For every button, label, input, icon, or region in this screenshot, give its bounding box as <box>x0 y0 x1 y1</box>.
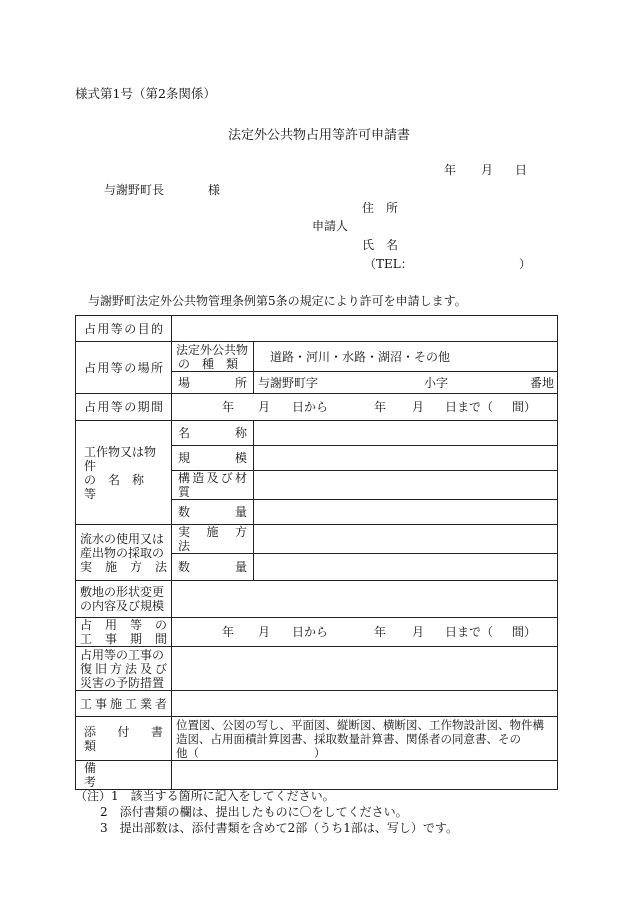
note-2: 2 添付書類の欄は、提出したものに〇をしてください。 <box>100 805 408 819</box>
structure-row-scale: 規 模 <box>178 451 247 465</box>
row-attachments <box>76 717 558 761</box>
kind-label-2: の 種 類 <box>178 356 239 371</box>
location-town: 与謝野町字 <box>258 375 319 390</box>
form-number: 様式第1号（第2条関係） <box>75 86 216 101</box>
structure-quantity-value[interactable] <box>254 500 558 525</box>
flow-label-1: 流水の使用又は <box>80 531 165 546</box>
period-value[interactable] <box>172 394 558 421</box>
date-year: 年 <box>444 163 457 177</box>
remarks-label: 備 考 <box>84 761 157 789</box>
structure-row-name: 名 称 <box>178 426 247 440</box>
applicant-name-label: 氏 名 <box>362 238 399 252</box>
attachments-value[interactable] <box>172 717 558 761</box>
attachments-line-2: 造図、占用面積計算図書、採取数量計算書、関係者の同意書、その <box>176 731 521 746</box>
structure-label-1: 工作物又は物件 <box>84 444 157 473</box>
work-period-year-2: 年 <box>374 625 387 639</box>
contractor-label: 工事施工業者 <box>80 696 167 711</box>
row-contractor <box>76 691 558 717</box>
structure-label-2: の 名 称 等 <box>84 472 157 501</box>
location-label: 場 所 <box>178 375 247 390</box>
flow-quantity-value[interactable] <box>254 554 558 581</box>
attachments-line-1: 位置図、公図の写し、平面図、縦断図、横断図、工作物設計図、物件構 <box>176 717 544 732</box>
purpose-value[interactable] <box>172 316 558 342</box>
work-period-duration: 間） <box>512 625 537 639</box>
document-title: 法定外公共物占用等許可申請書 <box>228 128 411 143</box>
applicant-tel-open: （TEL： <box>364 257 413 271</box>
flow-label-3: 実 施 方 法 <box>80 559 167 574</box>
period-month-2: 月 <box>412 400 425 414</box>
note-1: （注）1 該当する箇所に記入をしてください。 <box>75 789 335 803</box>
structure-scale-value[interactable] <box>254 446 558 471</box>
work-period-value[interactable] <box>172 618 558 647</box>
location-banchi: 番地 <box>530 376 555 390</box>
period-until: 日まで（ <box>445 400 494 414</box>
row-land <box>76 581 558 618</box>
work-period-label-2: 工 事 期 間 <box>80 632 167 646</box>
flow-row-quantity: 数 量 <box>178 560 247 574</box>
row-flow-method <box>76 525 558 554</box>
restore-value[interactable] <box>172 647 558 691</box>
period-duration: 間） <box>512 400 537 414</box>
restore-label-1: 占用等の工事の <box>80 647 165 662</box>
applicant-label: 申請人 <box>312 219 349 233</box>
work-period-from: 日から <box>292 625 329 639</box>
work-period-year: 年 <box>222 625 235 639</box>
remarks-value[interactable] <box>172 761 558 790</box>
flow-row-method: 実 施 方 法 <box>178 525 260 553</box>
period-from: 日から <box>292 400 329 414</box>
land-label-2: の内容及び規模 <box>80 599 165 613</box>
restore-label-2: 復旧方法及び <box>80 661 167 676</box>
work-period-until: 日まで（ <box>445 625 494 639</box>
row-work-period <box>76 618 558 647</box>
attachments-line-3: 他（ ） <box>176 745 326 760</box>
row-purpose <box>76 316 558 342</box>
applicant-tel-close: ） <box>519 257 532 271</box>
intro-text: 与謝野町法定外公共物管理条例第5条の規定により許可を申請します。 <box>88 294 467 308</box>
kind-label-1: 法定外公共物 <box>176 342 249 357</box>
location-value[interactable] <box>254 372 558 394</box>
structure-material-value[interactable] <box>254 471 558 500</box>
note-3: 3 提出部数は、添付書類を含めて2部（うち1部は、写し）です。 <box>100 821 458 835</box>
location-koaza: 小字 <box>424 376 449 390</box>
contractor-value[interactable] <box>172 691 558 717</box>
addressee-honorific: 様 <box>208 183 221 197</box>
kind-value[interactable]: 道路・河川・水路・湖沼・その他 <box>270 349 451 364</box>
period-label: 占用等の期間 <box>84 400 163 414</box>
structure-name-value[interactable] <box>254 421 558 446</box>
row-remarks <box>76 761 558 790</box>
application-table <box>75 315 558 790</box>
structure-row-quantity: 数 量 <box>178 505 247 519</box>
row-place-kind <box>76 342 558 372</box>
flow-method-value[interactable] <box>254 525 558 554</box>
row-structure-name <box>76 421 558 446</box>
restore-label-3: 災害の予防措置 <box>80 675 165 690</box>
applicant-address-label: 住 所 <box>362 201 399 215</box>
attachments-label: 添 付 書 類 <box>84 724 176 753</box>
place-label: 占用等の場所 <box>84 360 163 375</box>
period-month: 月 <box>258 400 271 414</box>
flow-label-2: 産出物の採取の <box>80 545 165 560</box>
work-period-label-1: 占 用 等 の <box>80 618 167 632</box>
row-period <box>76 394 558 421</box>
structure-row-material: 構造及び材質 <box>178 471 247 499</box>
date-day: 日 <box>515 163 528 177</box>
land-label-1: 敷地の形状変更 <box>80 585 165 599</box>
addressee-name: 与謝野町長 <box>104 183 165 197</box>
purpose-label: 占用等の目的 <box>84 321 163 336</box>
work-period-month-2: 月 <box>412 625 425 639</box>
period-year-2: 年 <box>374 400 387 414</box>
date-month: 月 <box>481 163 494 177</box>
row-restore <box>76 647 558 691</box>
work-period-month: 月 <box>258 625 271 639</box>
land-value[interactable] <box>172 581 558 618</box>
period-year: 年 <box>222 400 235 414</box>
